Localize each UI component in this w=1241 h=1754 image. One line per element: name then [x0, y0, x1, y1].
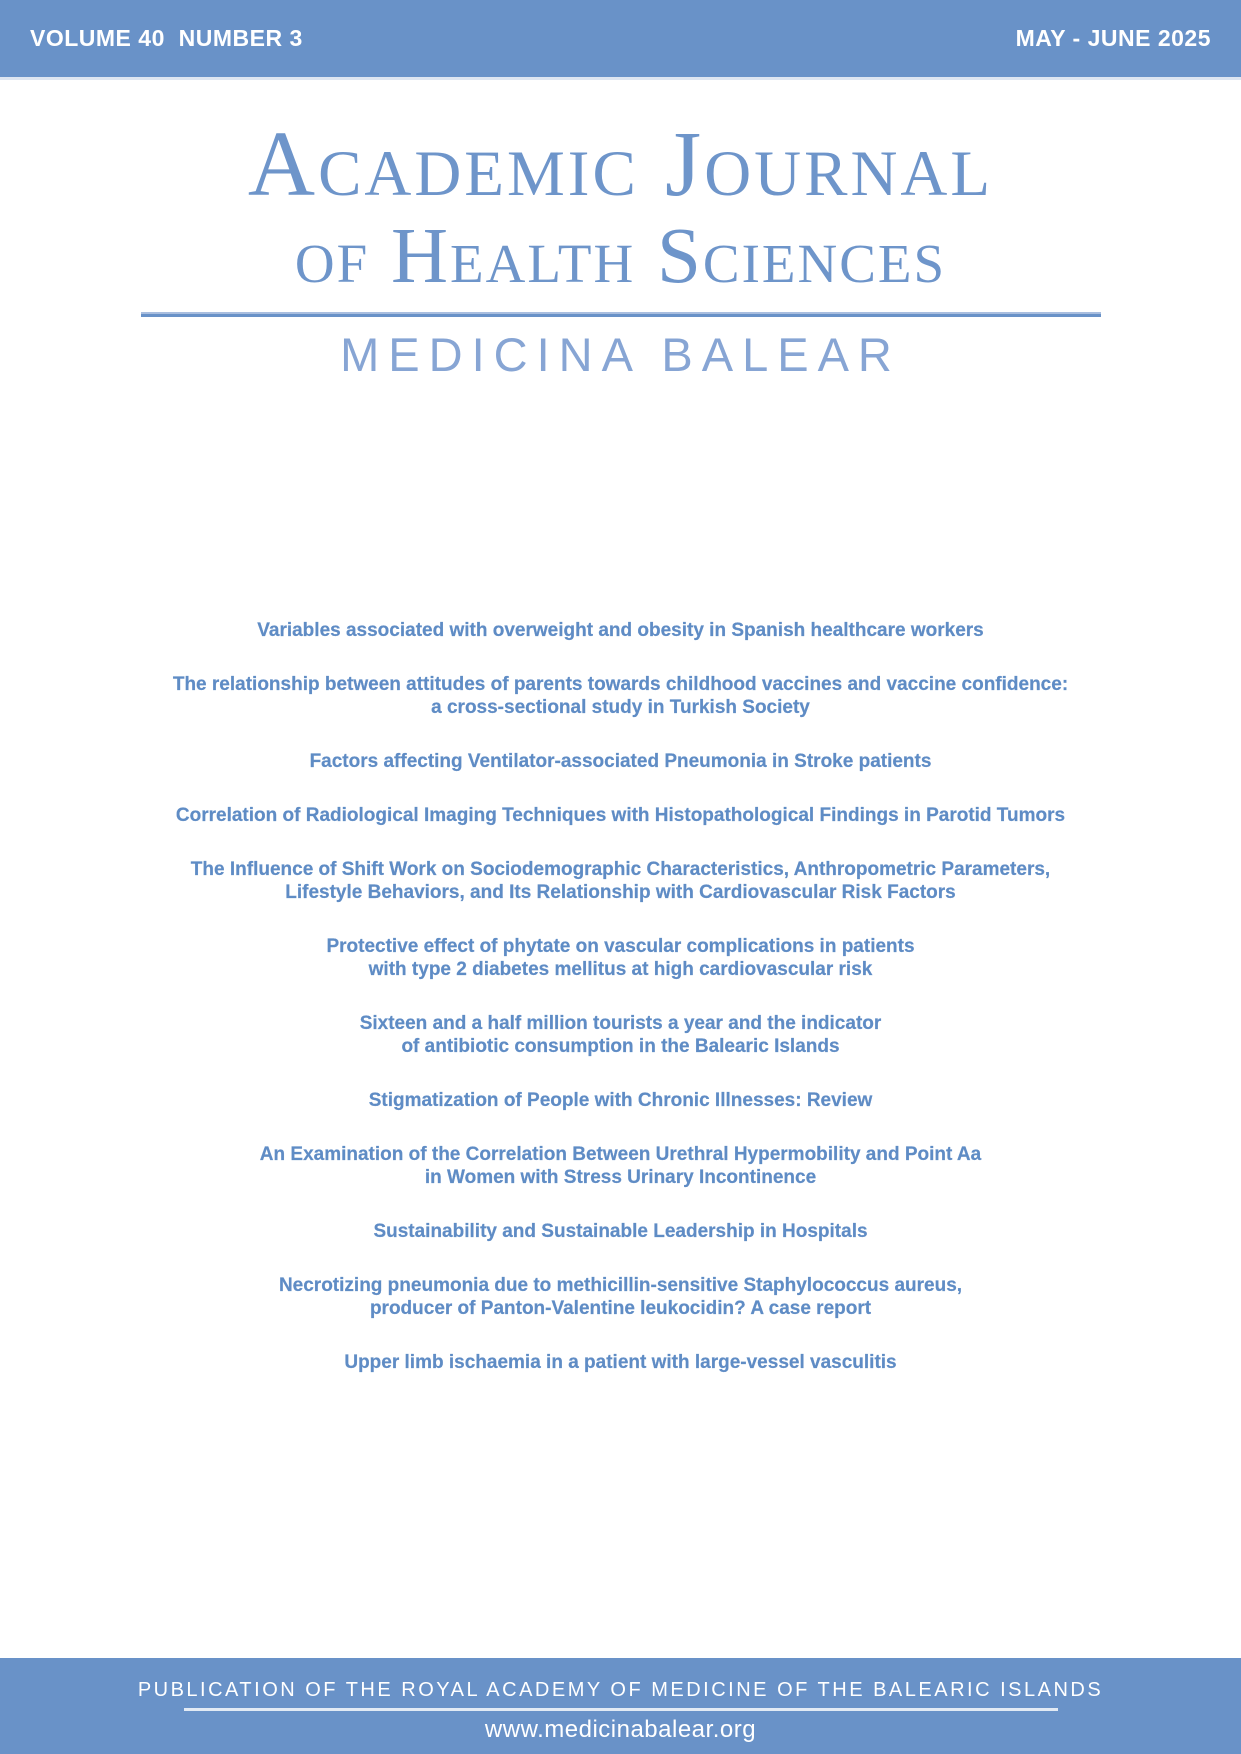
article-title-line: in Women with Stress Urinary Incontinence [424, 1167, 817, 1188]
article-title-line: Correlation of Radiological Imaging Techniques with Histopathological Findings in Parotid Tumors [175, 805, 1066, 826]
article-title [0, 935, 1241, 981]
article-title [0, 858, 1241, 904]
footer-divider [184, 1708, 1058, 1711]
issue-date-label: MAY - JUNE 2025 [1015, 25, 1211, 51]
article-title-line: Sixteen and a half million tourists a year and the indicator [359, 1013, 882, 1034]
article-title-line: a cross-sectional study in Turkish Society [431, 697, 810, 718]
article-title-line: An Examination of the Correlation Between Urethral Hypermobility and Point Aa [259, 1144, 982, 1165]
article-title-line: producer of Panton-Valentine leukocidin? A case report [369, 1298, 872, 1319]
volume-issue-label: VOLUME 40 NUMBER 3 [30, 25, 303, 51]
article-title-line: Protective effect of phytate on vascular complications in patients [326, 936, 915, 957]
article-title [0, 619, 1241, 642]
article-title-line: of antibiotic consumption in the Balearic Islands [401, 1036, 840, 1057]
article-title-line: The Influence of Shift Work on Sociodemographic Characteristics, Anthropometric Parameters, [190, 859, 1051, 880]
article-title-line: Factors affecting Ventilator-associated Pneumonia in Stroke patients [309, 751, 932, 772]
article-title-line: Lifestyle Behaviors, and Its Relationship with Cardiovascular Risk Factors [285, 882, 956, 903]
article-title [0, 1089, 1241, 1112]
article-title [0, 673, 1241, 719]
article-title [0, 1012, 1241, 1058]
article-title-line: with type 2 diabetes mellitus at high cardiovascular risk [368, 959, 873, 980]
publisher-label: PUBLICATION OF THE ROYAL ACADEMY OF MEDICINE OF THE BALEARIC ISLANDS [137, 1679, 1104, 1701]
article-title [0, 750, 1241, 773]
journal-title-line1: Academic Journal [247, 113, 994, 216]
journal-title-line2: of Health Sciences [294, 213, 947, 300]
article-title [0, 804, 1241, 827]
masthead-divider [141, 312, 1101, 317]
journal-subtitle: MEDICINA BALEAR [340, 328, 901, 381]
article-title-line: Necrotizing pneumonia due to methicillin-sensitive Staphylococcus aureus, [278, 1275, 963, 1296]
website-url: www.medicinabalear.org [484, 1716, 757, 1743]
article-title [0, 1220, 1241, 1243]
article-title [0, 1274, 1241, 1320]
article-title-line: Variables associated with overweight and obesity in Spanish healthcare workers [257, 620, 984, 641]
article-title-line: Sustainability and Sustainable Leadership in Hospitals [373, 1221, 868, 1242]
article-title [0, 1351, 1241, 1374]
article-title-line: The relationship between attitudes of parents towards childhood vaccines and vaccine confidence: [172, 674, 1069, 695]
top-bar [0, 0, 1241, 80]
article-title-line: Stigmatization of People with Chronic Illnesses: Review [368, 1090, 873, 1111]
article-title [0, 1143, 1241, 1189]
bottom-bar [0, 1658, 1241, 1754]
article-title-line: Upper limb ischaemia in a patient with large-vessel vasculitis [344, 1352, 897, 1373]
article-title-list [0, 619, 1241, 1374]
